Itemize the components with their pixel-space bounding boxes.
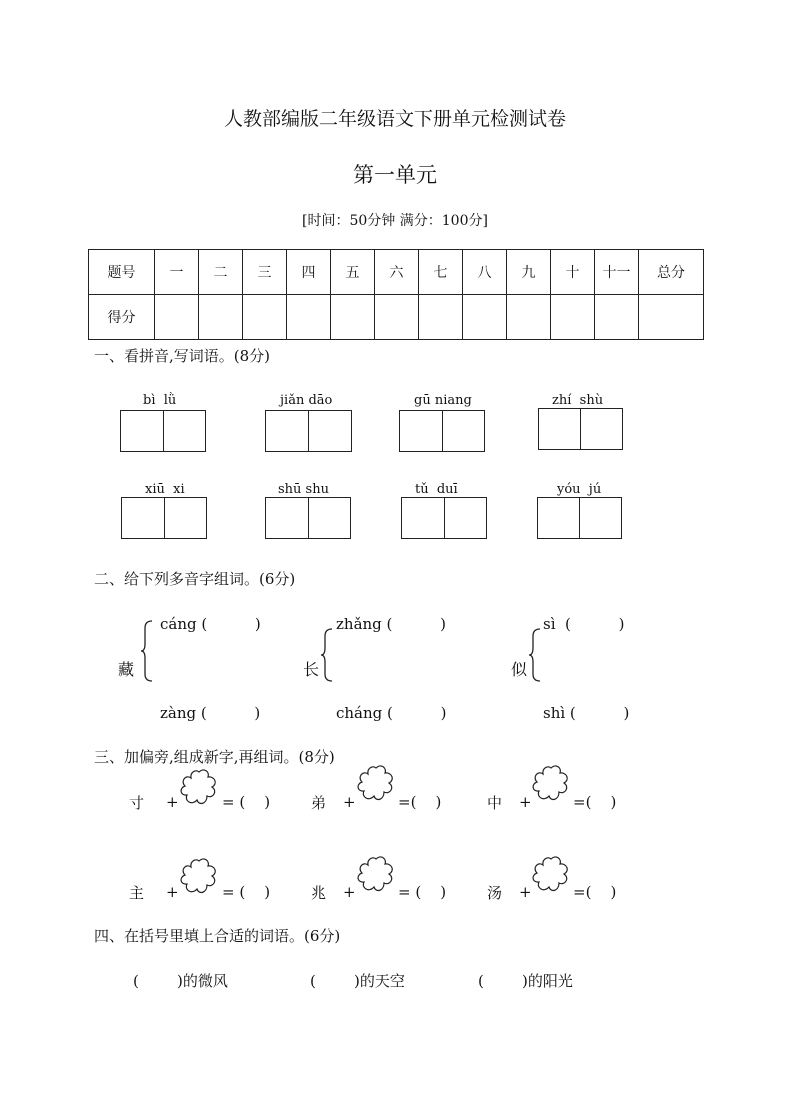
polyphone-reading[interactable]: sì ( ): [543, 615, 625, 633]
score-header-cell: 十: [551, 250, 595, 295]
answer-blank[interactable]: =( ): [573, 793, 617, 811]
polyphone-reading[interactable]: shì ( ): [543, 704, 630, 722]
score-header-cell: 三: [243, 250, 287, 295]
score-cell[interactable]: [287, 295, 331, 340]
cloud-blank-icon[interactable]: [178, 768, 220, 808]
base-char: 中: [487, 794, 503, 812]
answer-blank[interactable]: =( ): [398, 793, 442, 811]
score-table: [88, 249, 704, 340]
base-char: 弟: [311, 794, 327, 812]
writing-grid[interactable]: [399, 410, 485, 452]
cloud-blank-icon[interactable]: [355, 764, 397, 804]
exam-info: [时间：50分钟 满分：100分]: [302, 213, 488, 229]
score-cell[interactable]: [331, 295, 375, 340]
answer-blank[interactable]: = ( ): [222, 793, 271, 811]
pinyin-label: xiū xi: [145, 482, 185, 497]
polyphone-char: 长: [303, 660, 320, 679]
plus-sign: +: [519, 793, 532, 811]
plus-sign: +: [519, 883, 532, 901]
brace-icon: [320, 628, 334, 682]
score-header-cell: 一: [155, 250, 199, 295]
score-cell[interactable]: [243, 295, 287, 340]
score-cell[interactable]: [551, 295, 595, 340]
answer-blank[interactable]: =( ): [573, 883, 617, 901]
score-cell[interactable]: [595, 295, 639, 340]
page-title: 人教部编版二年级语文下册单元检测试卷: [223, 108, 566, 130]
polyphone-reading[interactable]: zàng ( ): [160, 704, 261, 722]
polyphone-char: 藏: [118, 660, 135, 679]
plus-sign: +: [343, 793, 356, 811]
cloud-blank-icon[interactable]: [355, 855, 397, 895]
score-header-cell: 二: [199, 250, 243, 295]
writing-grid[interactable]: [401, 497, 487, 539]
pinyin-label: zhí shù: [552, 393, 604, 408]
polyphone-char: 似: [511, 660, 528, 679]
cloud-blank-icon[interactable]: [530, 764, 572, 804]
score-cell[interactable]: [639, 295, 704, 340]
answer-blank[interactable]: = ( ): [222, 883, 271, 901]
polyphone-reading[interactable]: cáng ( ): [160, 615, 261, 633]
cloud-blank-icon[interactable]: [530, 855, 572, 895]
cloud-blank-icon[interactable]: [178, 857, 220, 897]
section-3-heading: 三、加偏旁,组成新字,再组词。(8分): [94, 748, 335, 766]
score-cell[interactable]: [463, 295, 507, 340]
pinyin-label: tǔ duī: [415, 482, 458, 497]
score-header-cell: 七: [419, 250, 463, 295]
score-header-cell: 四: [287, 250, 331, 295]
writing-grid[interactable]: [121, 497, 207, 539]
pinyin-label: shū shu: [278, 482, 329, 497]
pinyin-label: bì lǜ: [143, 393, 177, 408]
fill-blank-item[interactable]: ( )的微风: [133, 972, 228, 990]
score-header-cell: 八: [463, 250, 507, 295]
writing-grid[interactable]: [538, 408, 623, 450]
section-4-heading: 四、在括号里填上合适的词语。(6分): [94, 927, 341, 945]
fill-blank-item[interactable]: ( )的天空: [310, 972, 405, 990]
pinyin-label: yóu jú: [557, 482, 602, 497]
writing-grid[interactable]: [265, 410, 352, 452]
score-cell[interactable]: [507, 295, 551, 340]
writing-grid[interactable]: [120, 410, 206, 452]
polyphone-reading[interactable]: zhǎng ( ): [336, 615, 446, 633]
score-header-cell: 六: [375, 250, 419, 295]
score-cell[interactable]: [199, 295, 243, 340]
score-header-cell: 十一: [595, 250, 639, 295]
fill-blank-item[interactable]: ( )的阳光: [478, 972, 573, 990]
base-char: 兆: [311, 884, 327, 902]
section-1-heading: 一、看拼音,写词语。(8分): [94, 347, 271, 365]
section-2-heading: 二、给下列多音字组词。(6分): [94, 570, 296, 588]
base-char: 汤: [487, 884, 503, 902]
plus-sign: +: [166, 793, 179, 811]
score-header-cell: 九: [507, 250, 551, 295]
score-cell[interactable]: [155, 295, 199, 340]
score-row-label: 得分: [89, 295, 155, 340]
polyphone-reading[interactable]: cháng ( ): [336, 704, 447, 722]
unit-title: 第一单元: [353, 163, 437, 187]
pinyin-label: jiǎn dāo: [280, 393, 333, 408]
score-header-cell: 总分: [639, 250, 704, 295]
base-char: 主: [129, 884, 145, 902]
plus-sign: +: [343, 883, 356, 901]
brace-icon: [528, 628, 542, 682]
score-cell[interactable]: [375, 295, 419, 340]
writing-grid[interactable]: [265, 497, 351, 539]
writing-grid[interactable]: [537, 497, 622, 539]
brace-icon: [140, 620, 154, 682]
pinyin-label: gū niang: [414, 393, 472, 408]
score-header-cell: 五: [331, 250, 375, 295]
plus-sign: +: [166, 883, 179, 901]
score-cell[interactable]: [419, 295, 463, 340]
base-char: 寸: [129, 794, 145, 812]
answer-blank[interactable]: = ( ): [398, 883, 447, 901]
score-header-cell: 题号: [89, 250, 155, 295]
